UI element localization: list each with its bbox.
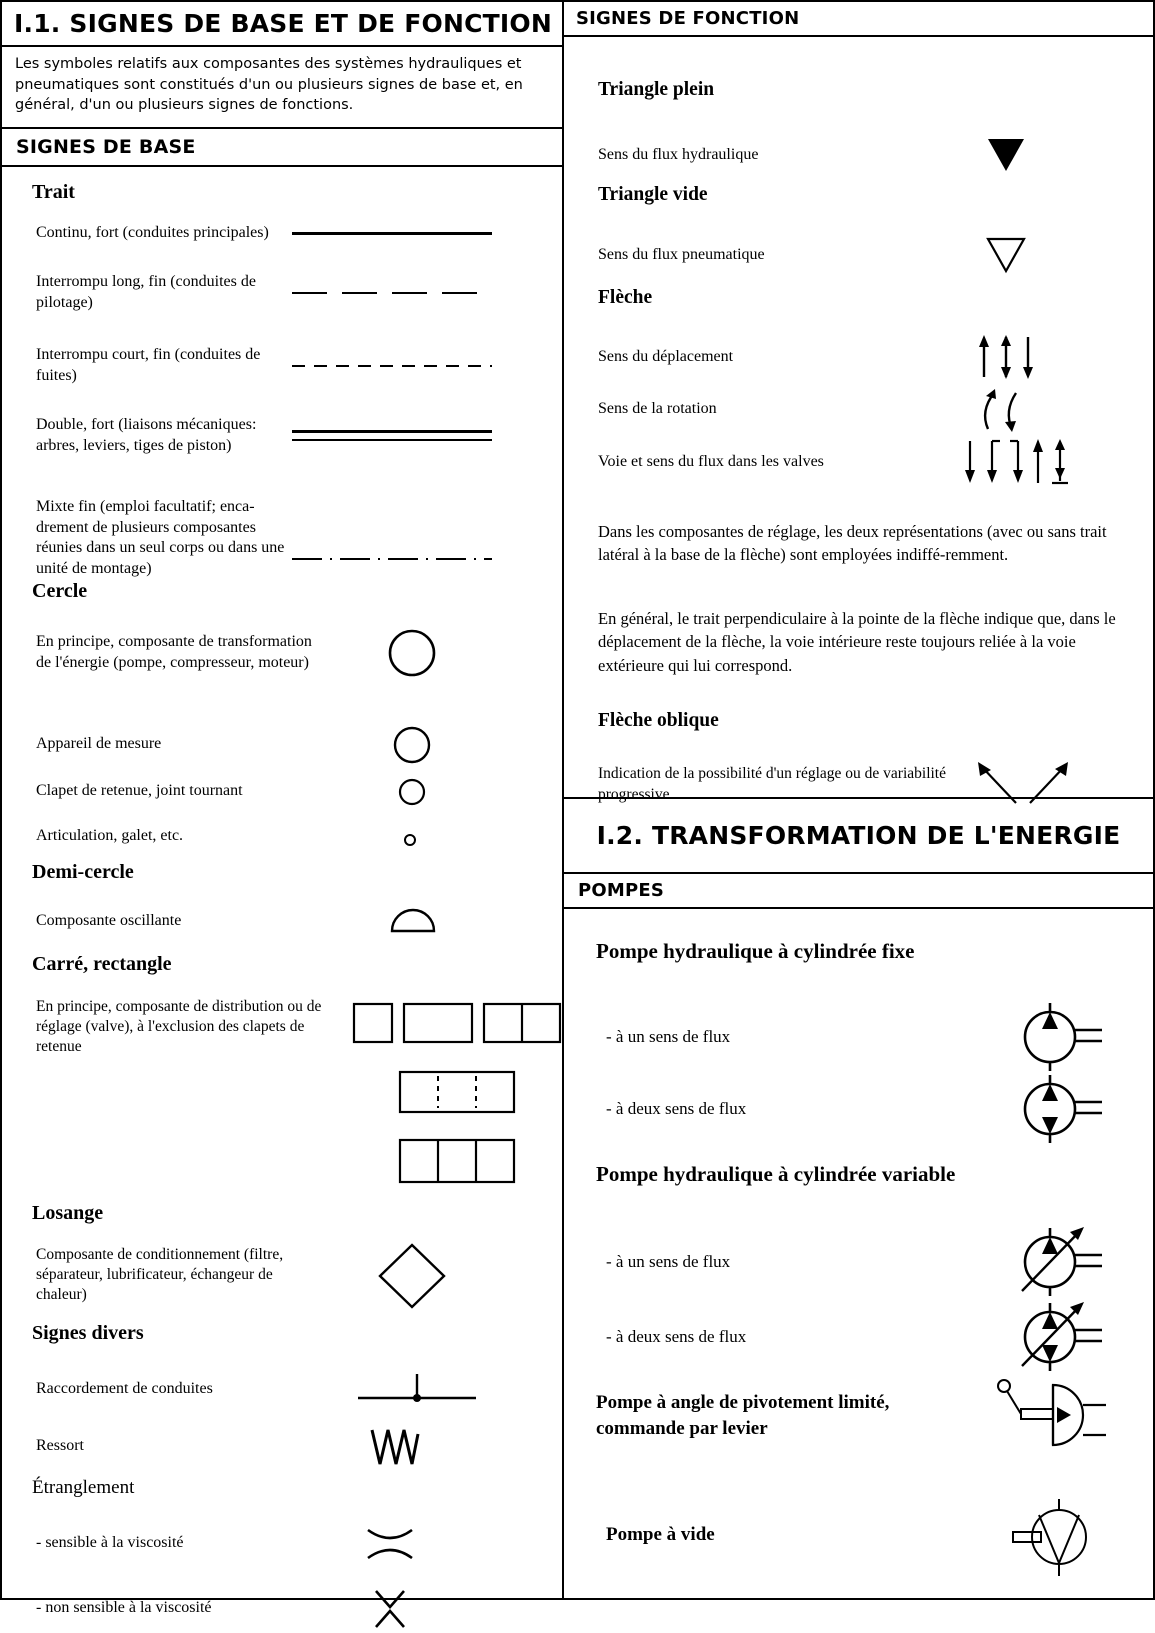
row-interrompu-long: Interrompu long, fin (conduites de pilotage) (2, 272, 562, 314)
row-pump-variable-two-way: - à deux sens de flux (564, 1294, 1153, 1380)
pump-pivot-lever-symbol (991, 1371, 1111, 1461)
row-articulation: Articulation, galet, etc. (2, 822, 562, 852)
group-losange: Losange (32, 1201, 104, 1224)
row-interrompu-court: Interrompu court, fin (conduites de fuites) (2, 345, 562, 387)
group-demi-cercle: Demi-cercle (32, 860, 134, 883)
row-variabilite: Indication de la possibilité d'un réglage ou de variabilité progressive (564, 759, 1153, 811)
pump-fixed-two-way-symbol (1006, 1069, 1116, 1149)
row-ressort: Ressort (2, 1422, 562, 1472)
arrows-displacement-symbol (972, 333, 1062, 381)
group-cercle: Cercle (32, 579, 88, 602)
pump-fixed-one-way-symbol (1006, 997, 1116, 1077)
left-body (2, 167, 562, 1617)
right-column (564, 0, 1155, 1600)
row-continu: Continu, fort (conduites principales) (2, 223, 562, 244)
pump-variable-two-way-symbol (1006, 1294, 1116, 1380)
arrows-rotation-symbol (972, 385, 1062, 433)
line-solid-thick-symbol (292, 232, 492, 235)
restriction-non-viscous-symbol (360, 1585, 440, 1633)
row-mixte: Mixte fin (emploi facultatif; enca-drement de plusieurs composantes réunies dans un seul corps ou dans une unité de montage) (2, 497, 562, 580)
row-pump-variable-one-way: - à un sens de flux (564, 1219, 1153, 1305)
row-oscillante: Composante oscillante (2, 905, 562, 939)
diamond-symbol (372, 1239, 452, 1311)
row-flux-pneumatique: Sens du flux pneumatique (564, 233, 1153, 277)
pump-variable-one-way-symbol (1006, 1219, 1116, 1305)
group-fleche: Flèche (598, 287, 653, 308)
row-pump-fixed-two-way: - à deux sens de flux (564, 1069, 1153, 1149)
rectangles-group-symbol (352, 1000, 562, 1190)
pompes-body (564, 909, 1153, 1598)
row-pump-vacuum: Pompe à vide (564, 1489, 1153, 1581)
pump-variable-title: Pompe hydraulique à cylindrée variable (596, 1162, 956, 1186)
row-raccordement: Raccordement de conduites (2, 1370, 562, 1410)
label-etranglement: Étranglement (32, 1476, 135, 1498)
line-dash-dot-symbol (292, 556, 492, 562)
group-trait: Trait (32, 180, 75, 203)
circle-medium-symbol (382, 720, 442, 770)
banner-signes-de-base: SIGNES DE BASE (2, 129, 562, 167)
banner-signes-de-fonction: SIGNES DE FONCTION (564, 2, 1153, 37)
half-circle-symbol (380, 905, 450, 939)
row-sensible: - sensible à la viscosité (2, 1522, 562, 1566)
triangle-filled-symbol (978, 133, 1038, 177)
circle-small-symbol (382, 772, 442, 812)
group-triangle-vide: Triangle vide (598, 184, 708, 205)
section-title-i1: I.1. SIGNES DE BASE ET DE FONCTION (2, 2, 562, 47)
pump-vacuum-symbol (1001, 1489, 1121, 1581)
pump-fixed-title: Pompe hydraulique à cylindrée fixe (596, 939, 915, 963)
row-pump-fixed-one-way: - à un sens de flux (564, 997, 1153, 1077)
paragraph-reglage: Dans les composantes de réglage, les deux représentations (avec ou sans trait latéral à la base de la flèche) sont employées indiffé-remment. (598, 522, 1107, 565)
row-pump-pivot: Pompe à angle de pivotement limité, commande par levier (564, 1371, 1153, 1461)
row-rotation: Sens de la rotation (564, 385, 1153, 433)
row-deplacement: Sens du déplacement (564, 333, 1153, 381)
row-distribution: En principe, composante de distribution ou de réglage (valve), à l'exclusion des clapets de retenue (2, 997, 562, 1190)
group-fleche-oblique: Flèche oblique (598, 710, 719, 731)
circle-large-symbol (382, 623, 442, 683)
restriction-viscous-symbol (360, 1522, 440, 1566)
intro-paragraph: Les symboles relatifs aux composantes des systèmes hydrauliques et pneumatiques sont constitués d'un ou plusieurs signes de base et, en général, d'un ou plusieurs signes de fonctions. (2, 47, 562, 129)
group-triangle-plein: Triangle plein (598, 79, 715, 100)
row-conditionnement: Composante de conditionnement (filtre, séparateur, lubrificateur, échangeur de chaleur) (2, 1239, 562, 1311)
section-title-i2: I.2. TRANSFORMATION DE L'ENERGIE (564, 799, 1153, 874)
row-flux-hydraulique: Sens du flux hydraulique (564, 133, 1153, 177)
arrows-oblique-symbol (968, 759, 1088, 811)
paragraph-perpendiculaire: En général, le trait perpendiculaire à la pointe de la flèche indique que, dans le déplacement de la flèche, la voie intérieure reste toujours reliée à la voie extérieure qui lui correspond. (598, 609, 1116, 675)
group-carre: Carré, rectangle (32, 952, 172, 975)
row-transformation: En principe, composante de transformation de l'énergie (pompe, compresseur, moteur) (2, 623, 562, 683)
signes-fonction-body (564, 37, 1153, 803)
row-valves: Voie et sens du flux dans les valves (564, 437, 1153, 487)
group-signes-divers: Signes divers (32, 1321, 144, 1344)
line-short-dash-symbol (292, 363, 492, 369)
banner-pompes: POMPES (564, 874, 1153, 909)
row-clapet: Clapet de retenue, joint tournant (2, 772, 562, 812)
triangle-hollow-symbol (978, 233, 1038, 277)
arrows-valve-paths-symbol (962, 437, 1072, 487)
left-column (0, 0, 564, 1617)
spring-symbol (360, 1422, 440, 1472)
row-double: Double, fort (liaisons mécaniques: arbres, leviers, tiges de piston) (2, 415, 562, 457)
line-double-thick-symbol (292, 430, 492, 441)
circle-tiny-symbol (382, 822, 442, 852)
line-long-dash-symbol (292, 290, 492, 296)
pipe-junction-symbol (354, 1370, 484, 1410)
row-non-sensible: - non sensible à la viscosité (2, 1585, 562, 1633)
row-mesure: Appareil de mesure (2, 720, 562, 770)
